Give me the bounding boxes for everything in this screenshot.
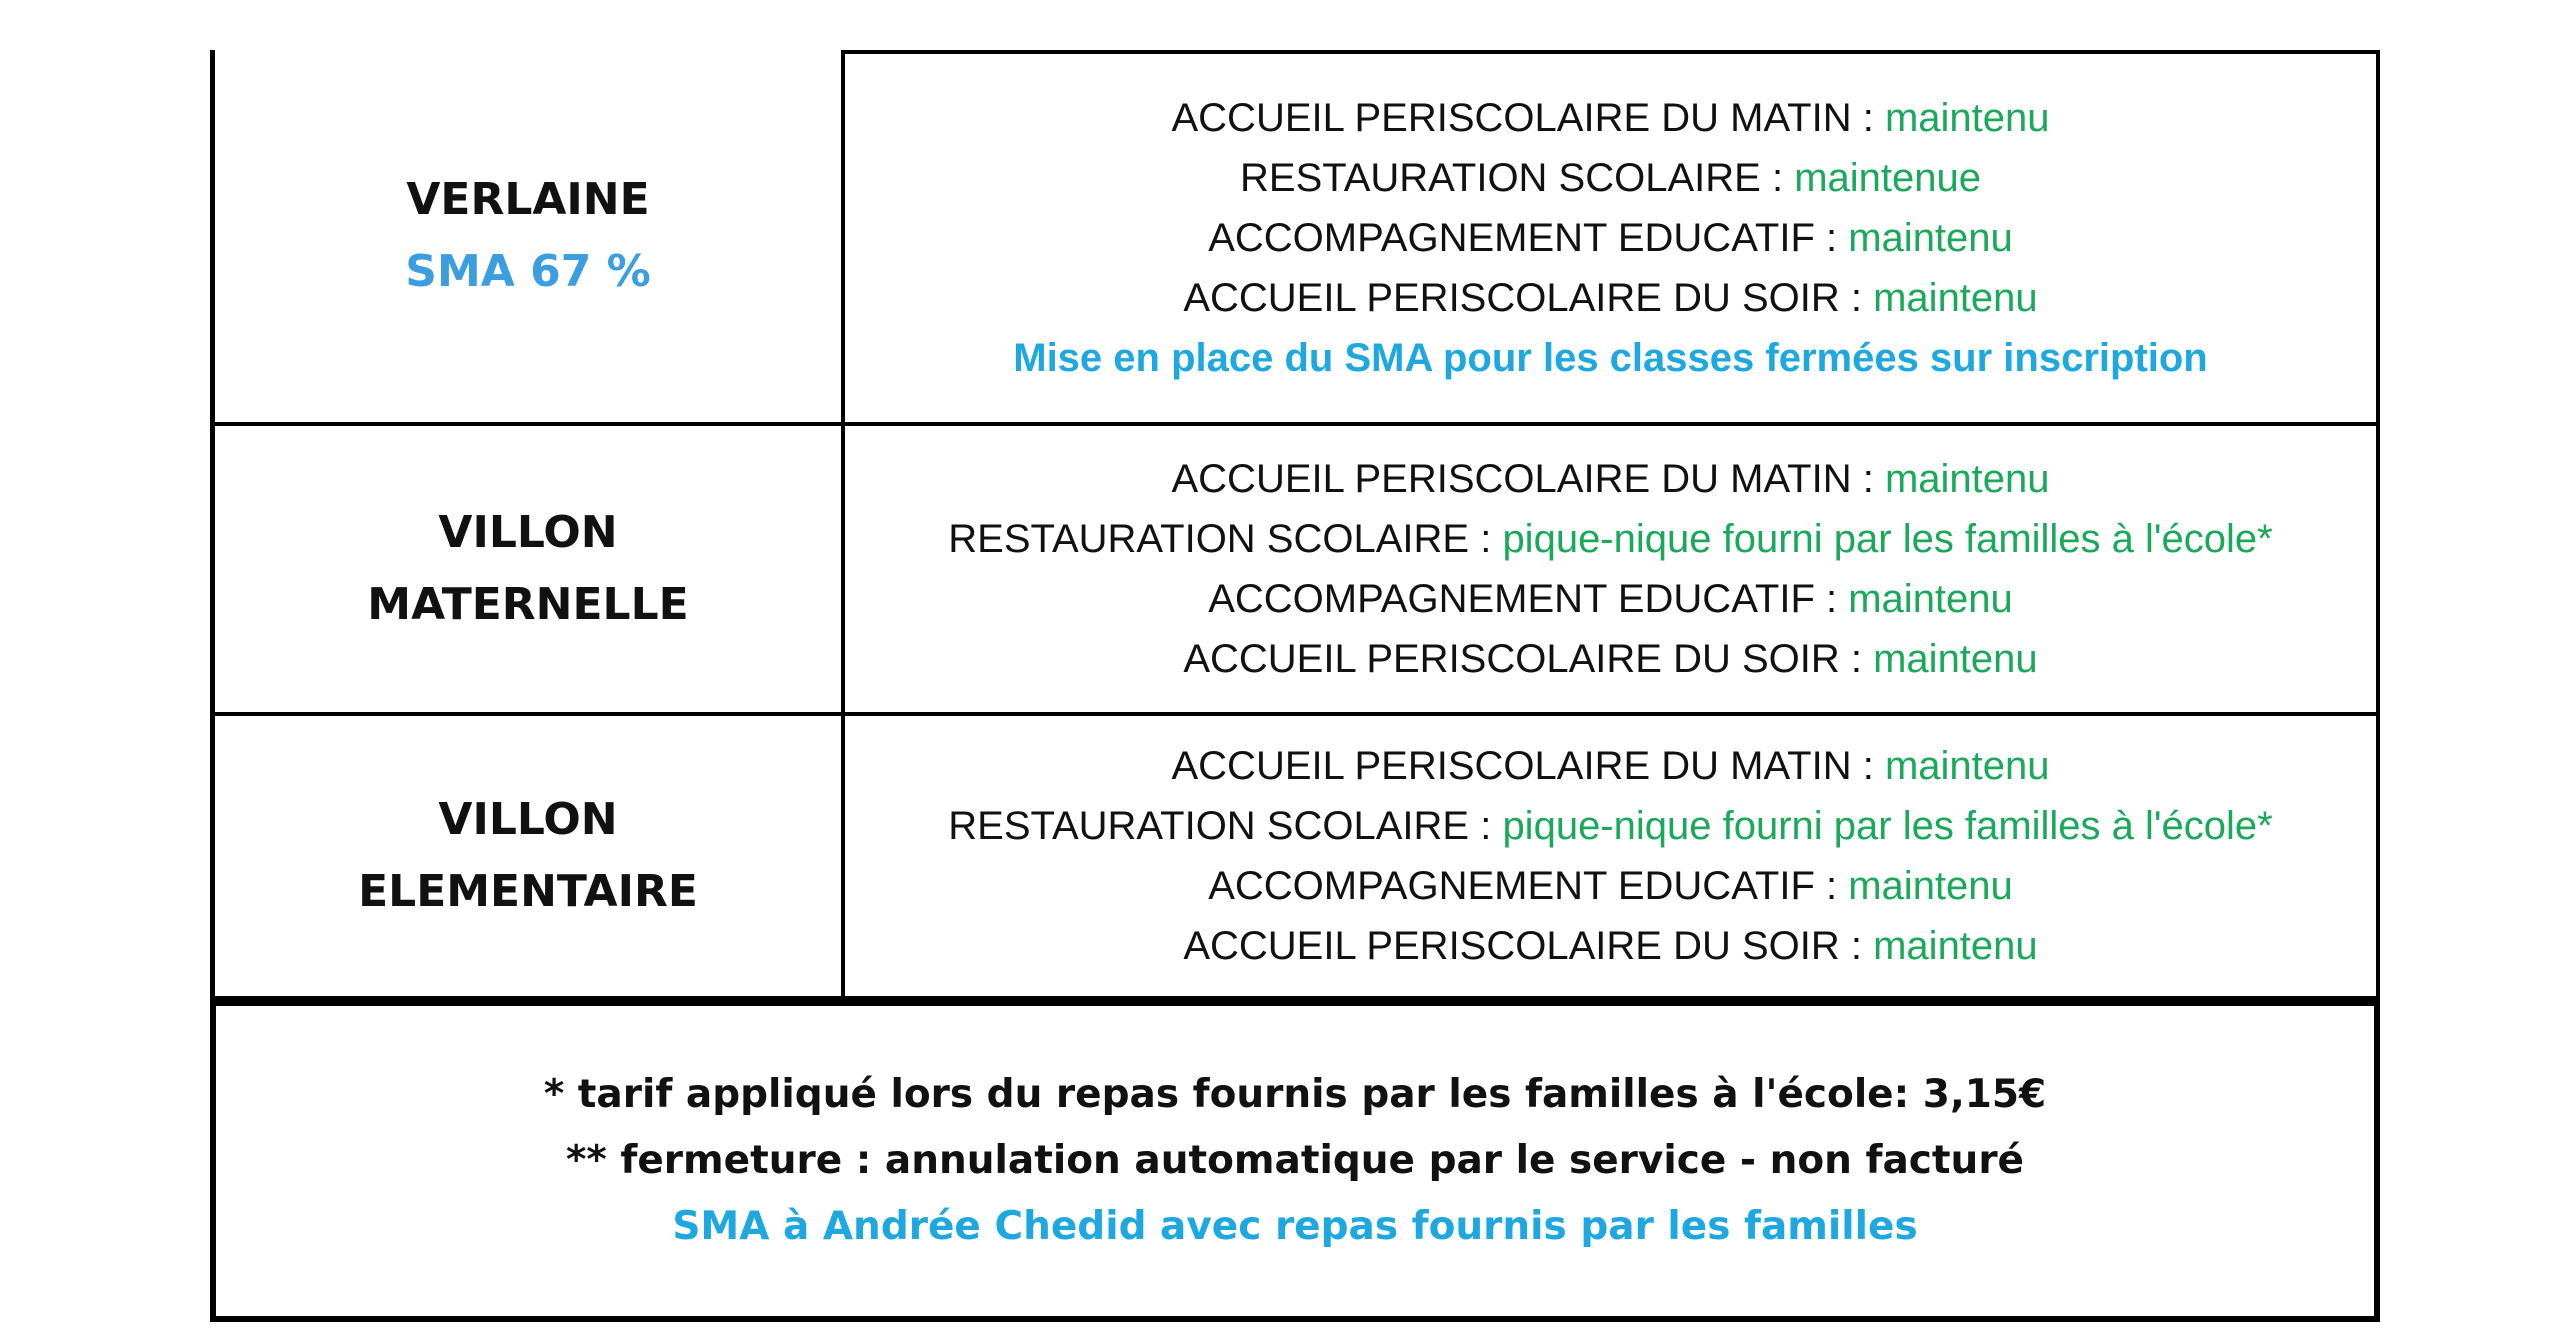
services-table [210,50,2380,1322]
service-status: maintenu [1848,577,2013,621]
school-name: VERLAINE [406,174,650,225]
service-line [1171,449,2049,509]
school-name: VILLON [438,794,618,845]
service-status: maintenu [1884,457,2050,501]
school-name: MATERNELLE [367,579,689,630]
service-line [1183,268,2037,328]
sma-rate: SMA 67 % [405,246,651,297]
service-label: ACCUEIL PERISCOLAIRE DU SOIR : [1183,276,1874,320]
service-label: ACCUEIL PERISCOLAIRE DU MATIN : [1171,744,1885,788]
service-status: maintenu [1848,216,2013,260]
service-line [1171,88,2049,148]
school-name-cell [215,716,845,996]
service-line [948,509,2272,569]
service-label: ACCUEIL PERISCOLAIRE DU MATIN : [1171,457,1885,501]
service-label: ACCUEIL PERISCOLAIRE DU SOIR : [1183,637,1874,681]
service-status: maintenu [1884,96,2050,140]
sma-note: Mise en place du SMA pour les classes fermées sur inscription [1013,336,2208,380]
footnote-fermeture: ** fermeture : annulation automatique par le service - non facturé [565,1138,2025,1183]
school-name: ELEMENTAIRE [358,866,698,917]
service-label: ACCOMPAGNEMENT EDUCATIF : [1208,577,1849,621]
table-row-villon-elementaire [210,716,2380,1000]
table-row-villon-maternelle [210,426,2380,716]
service-label: ACCUEIL PERISCOLAIRE DU SOIR : [1183,924,1874,968]
services-cell [845,426,2376,712]
services-cell [845,50,2376,422]
table-row-verlaine [210,50,2380,426]
service-label: RESTAURATION SCOLAIRE : [948,804,1503,848]
service-label: ACCUEIL PERISCOLAIRE DU MATIN : [1171,96,1885,140]
service-status: maintenu [1873,924,2038,968]
service-status: maintenu [1873,637,2038,681]
school-name-cell [215,426,845,712]
services-cell [845,716,2376,996]
service-label: ACCOMPAGNEMENT EDUCATIF : [1208,864,1849,908]
service-line [1208,569,2013,629]
service-line [1240,148,1981,208]
service-line [1183,629,2037,689]
service-label: RESTAURATION SCOLAIRE : [948,517,1503,561]
footnotes-box [210,1000,2380,1322]
service-label: ACCOMPAGNEMENT EDUCATIF : [1208,216,1849,260]
service-status: maintenue [1794,156,1981,200]
footnote-sma: SMA à Andrée Chedid avec repas fournis par les familles [672,1204,1918,1249]
school-name: VILLON [438,507,618,558]
service-status: pique-nique fourni par les familles à l'école* [1502,804,2273,848]
service-line [1171,736,2049,796]
footnote-tarif: * tarif appliqué lors du repas fournis par les familles à l'école: 3,15€ [543,1072,2047,1117]
service-status: maintenu [1873,276,2038,320]
school-name-cell [215,50,845,422]
service-label: RESTAURATION SCOLAIRE : [1240,156,1795,200]
service-line [1183,916,2037,976]
service-status: pique-nique fourni par les familles à l'école* [1502,517,2273,561]
service-line [948,796,2272,856]
service-line [1208,208,2013,268]
service-status: maintenu [1848,864,2013,908]
service-status: maintenu [1884,744,2050,788]
service-line [1208,856,2013,916]
